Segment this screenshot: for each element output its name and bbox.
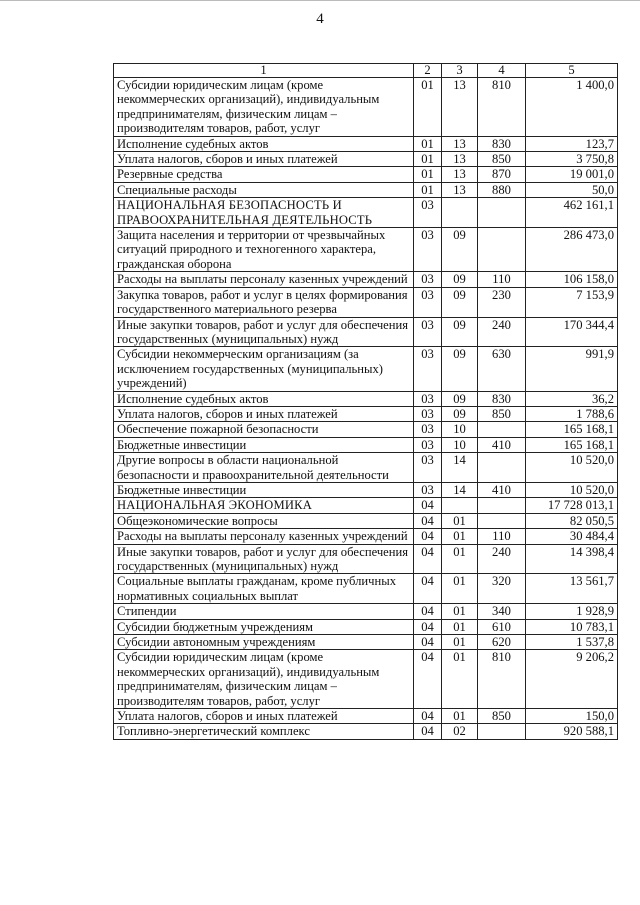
row-subsection-code	[442, 498, 478, 513]
row-amount: 50,0	[526, 182, 618, 197]
header-cell-name: 1	[114, 64, 414, 78]
row-expense-type-code: 410	[478, 437, 526, 452]
table-row	[114, 498, 618, 513]
page-number: 4	[316, 11, 324, 27]
row-amount: 13 561,7	[526, 574, 618, 604]
row-amount: 10 520,0	[526, 453, 618, 483]
row-expense-type-code: 850	[478, 406, 526, 421]
row-amount: 1 400,0	[526, 78, 618, 137]
table-row	[114, 136, 618, 151]
table-row	[114, 422, 618, 437]
row-name-cell: Специальные расходы	[114, 182, 414, 197]
row-amount: 165 168,1	[526, 422, 618, 437]
row-section-code: 03	[414, 317, 442, 347]
row-subsection-code	[442, 198, 478, 228]
table-row	[114, 724, 618, 739]
row-subsection-code: 09	[442, 287, 478, 317]
row-section-code: 03	[414, 347, 442, 391]
row-name-cell: Субсидии бюджетным учреждениям	[114, 619, 414, 634]
row-expense-type-code	[478, 422, 526, 437]
table-row	[114, 198, 618, 228]
row-name-cell: Бюджетные инвестиции	[114, 437, 414, 452]
table-row	[114, 635, 618, 650]
row-name-cell: Общеэкономические вопросы	[114, 513, 414, 528]
row-section-code: 04	[414, 650, 442, 709]
row-section-code: 03	[414, 453, 442, 483]
row-amount: 170 344,4	[526, 317, 618, 347]
row-name-cell: Субсидии некоммерческим организациям (за исключением государственных (муниципальных) учреждений)	[114, 347, 414, 391]
row-section-code: 03	[414, 422, 442, 437]
row-expense-type-code	[478, 198, 526, 228]
table-row	[114, 182, 618, 197]
row-name-cell: Расходы на выплаты персоналу казенных учреждений	[114, 272, 414, 287]
table-row	[114, 513, 618, 528]
row-expense-type-code: 620	[478, 635, 526, 650]
row-expense-type-code: 340	[478, 604, 526, 619]
row-section-code: 01	[414, 167, 442, 182]
row-section-code: 04	[414, 604, 442, 619]
table-row	[114, 544, 618, 574]
row-name-cell: Топливно-энергетический комплекс	[114, 724, 414, 739]
row-section-code: 03	[414, 198, 442, 228]
row-subsection-code: 10	[442, 422, 478, 437]
table-row	[114, 453, 618, 483]
row-name-cell: Уплата налогов, сборов и иных платежей	[114, 152, 414, 167]
row-subsection-code: 14	[442, 482, 478, 497]
row-expense-type-code: 850	[478, 152, 526, 167]
row-section-code: 01	[414, 136, 442, 151]
row-subsection-code: 01	[442, 574, 478, 604]
row-name-cell: НАЦИОНАЛЬНАЯ ЭКОНОМИКА	[114, 498, 414, 513]
row-amount: 1 788,6	[526, 406, 618, 421]
row-expense-type-code: 240	[478, 544, 526, 574]
row-name-cell: Субсидии юридическим лицам (кроме некоммерческих организаций), индивидуальным предпринимателям, физическим лицам – производителям товаров, работ, услуг	[114, 78, 414, 137]
row-name-cell: Уплата налогов, сборов и иных платежей	[114, 406, 414, 421]
row-expense-type-code: 410	[478, 482, 526, 497]
header-cell-amount: 5	[526, 64, 618, 78]
row-amount: 920 588,1	[526, 724, 618, 739]
row-subsection-code: 13	[442, 182, 478, 197]
row-section-code: 03	[414, 272, 442, 287]
row-subsection-code: 13	[442, 136, 478, 151]
table-row	[114, 78, 618, 137]
row-expense-type-code: 110	[478, 272, 526, 287]
row-subsection-code: 14	[442, 453, 478, 483]
row-expense-type-code: 850	[478, 709, 526, 724]
row-amount: 123,7	[526, 136, 618, 151]
row-subsection-code: 13	[442, 167, 478, 182]
row-section-code: 04	[414, 724, 442, 739]
row-amount: 165 168,1	[526, 437, 618, 452]
row-subsection-code: 01	[442, 650, 478, 709]
row-section-code: 03	[414, 391, 442, 406]
row-amount: 10 520,0	[526, 482, 618, 497]
row-section-code: 03	[414, 287, 442, 317]
top-border-line	[0, 0, 640, 1]
table-row	[114, 391, 618, 406]
row-expense-type-code: 830	[478, 391, 526, 406]
row-expense-type-code: 810	[478, 78, 526, 137]
row-name-cell: Социальные выплаты гражданам, кроме публичных нормативных социальных выплат	[114, 574, 414, 604]
table-row	[114, 619, 618, 634]
row-expense-type-code: 880	[478, 182, 526, 197]
row-section-code: 01	[414, 182, 442, 197]
table-row	[114, 529, 618, 544]
table-body	[114, 78, 618, 740]
row-subsection-code: 13	[442, 152, 478, 167]
row-section-code: 04	[414, 709, 442, 724]
row-expense-type-code: 320	[478, 574, 526, 604]
table-row	[114, 709, 618, 724]
row-section-code: 04	[414, 574, 442, 604]
row-amount: 1 928,9	[526, 604, 618, 619]
row-subsection-code: 01	[442, 529, 478, 544]
header-row	[114, 64, 618, 78]
row-amount: 106 158,0	[526, 272, 618, 287]
row-section-code: 04	[414, 544, 442, 574]
row-amount: 30 484,4	[526, 529, 618, 544]
row-name-cell: Обеспечение пожарной безопасности	[114, 422, 414, 437]
table-row	[114, 650, 618, 709]
row-subsection-code: 01	[442, 544, 478, 574]
row-name-cell: Иные закупки товаров, работ и услуг для обеспечения государственных (муниципальных) нужд	[114, 317, 414, 347]
row-amount: 1 537,8	[526, 635, 618, 650]
row-expense-type-code	[478, 453, 526, 483]
budget-table	[113, 63, 618, 740]
row-amount: 991,9	[526, 347, 618, 391]
row-amount: 14 398,4	[526, 544, 618, 574]
row-subsection-code: 01	[442, 619, 478, 634]
table-row	[114, 604, 618, 619]
row-amount: 36,2	[526, 391, 618, 406]
row-name-cell: Другие вопросы в области национальной безопасности и правоохранительной деятельности	[114, 453, 414, 483]
row-name-cell: НАЦИОНАЛЬНАЯ БЕЗОПАСНОСТЬ И ПРАВООХРАНИТЕЛЬНАЯ ДЕЯТЕЛЬНОСТЬ	[114, 198, 414, 228]
header-cell-subsection: 3	[442, 64, 478, 78]
table-row	[114, 406, 618, 421]
row-subsection-code: 10	[442, 437, 478, 452]
row-subsection-code: 01	[442, 604, 478, 619]
table-row	[114, 167, 618, 182]
row-expense-type-code: 110	[478, 529, 526, 544]
header-cell-expense-type: 4	[478, 64, 526, 78]
row-name-cell: Закупка товаров, работ и услуг в целях формирования государственного материального резерва	[114, 287, 414, 317]
row-expense-type-code: 830	[478, 136, 526, 151]
row-expense-type-code: 870	[478, 167, 526, 182]
table-row	[114, 482, 618, 497]
row-section-code: 03	[414, 437, 442, 452]
table-row	[114, 347, 618, 391]
row-expense-type-code	[478, 724, 526, 739]
row-expense-type-code: 630	[478, 347, 526, 391]
row-expense-type-code: 230	[478, 287, 526, 317]
row-amount: 462 161,1	[526, 198, 618, 228]
row-name-cell: Субсидии юридическим лицам (кроме некоммерческих организаций), индивидуальным предпринимателям, физическим лицам – производителям товаров, работ, услуг	[114, 650, 414, 709]
row-expense-type-code	[478, 513, 526, 528]
row-amount: 286 473,0	[526, 228, 618, 272]
row-name-cell: Расходы на выплаты персоналу казенных учреждений	[114, 529, 414, 544]
row-section-code: 03	[414, 482, 442, 497]
row-amount: 3 750,8	[526, 152, 618, 167]
row-amount: 9 206,2	[526, 650, 618, 709]
row-name-cell: Защита населения и территории от чрезвычайных ситуаций природного и техногенного характера, гражданская оборона	[114, 228, 414, 272]
row-subsection-code: 09	[442, 272, 478, 287]
table-row	[114, 574, 618, 604]
row-subsection-code: 01	[442, 513, 478, 528]
row-amount: 19 001,0	[526, 167, 618, 182]
table-row	[114, 152, 618, 167]
row-amount: 150,0	[526, 709, 618, 724]
table-row	[114, 228, 618, 272]
row-section-code: 04	[414, 635, 442, 650]
row-section-code: 04	[414, 513, 442, 528]
row-amount: 17 728 013,1	[526, 498, 618, 513]
row-name-cell: Субсидии автономным учреждениям	[114, 635, 414, 650]
row-subsection-code: 09	[442, 317, 478, 347]
row-name-cell: Исполнение судебных актов	[114, 391, 414, 406]
header-cell-section: 2	[414, 64, 442, 78]
row-expense-type-code	[478, 228, 526, 272]
row-section-code: 04	[414, 619, 442, 634]
row-subsection-code: 13	[442, 78, 478, 137]
row-name-cell: Стипендии	[114, 604, 414, 619]
table-row	[114, 317, 618, 347]
row-subsection-code: 01	[442, 635, 478, 650]
row-expense-type-code: 810	[478, 650, 526, 709]
row-expense-type-code: 240	[478, 317, 526, 347]
row-amount: 10 783,1	[526, 619, 618, 634]
row-section-code: 03	[414, 406, 442, 421]
row-section-code: 01	[414, 78, 442, 137]
row-subsection-code: 01	[442, 709, 478, 724]
table-row	[114, 272, 618, 287]
row-expense-type-code	[478, 498, 526, 513]
row-section-code: 03	[414, 228, 442, 272]
row-subsection-code: 09	[442, 347, 478, 391]
table-row	[114, 437, 618, 452]
row-name-cell: Уплата налогов, сборов и иных платежей	[114, 709, 414, 724]
row-name-cell: Бюджетные инвестиции	[114, 482, 414, 497]
row-name-cell: Резервные средства	[114, 167, 414, 182]
row-subsection-code: 02	[442, 724, 478, 739]
row-expense-type-code: 610	[478, 619, 526, 634]
row-amount: 82 050,5	[526, 513, 618, 528]
table-row	[114, 287, 618, 317]
row-subsection-code: 09	[442, 406, 478, 421]
row-section-code: 04	[414, 529, 442, 544]
row-section-code: 01	[414, 152, 442, 167]
row-amount: 7 153,9	[526, 287, 618, 317]
row-subsection-code: 09	[442, 391, 478, 406]
row-section-code: 04	[414, 498, 442, 513]
row-name-cell: Иные закупки товаров, работ и услуг для обеспечения государственных (муниципальных) нужд	[114, 544, 414, 574]
row-name-cell: Исполнение судебных актов	[114, 136, 414, 151]
row-subsection-code: 09	[442, 228, 478, 272]
